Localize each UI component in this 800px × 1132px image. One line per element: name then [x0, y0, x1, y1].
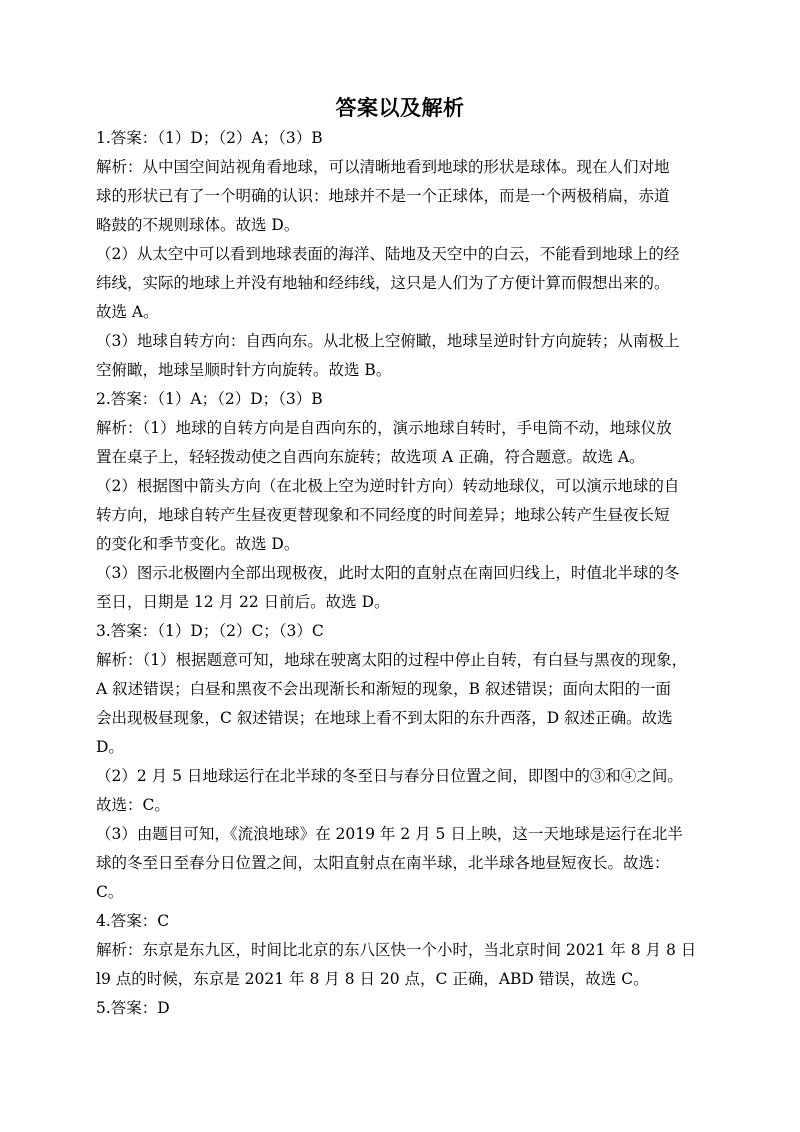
text-line: 略鼓的不规则球体。故选 D。: [96, 216, 300, 234]
answer-2-header: 2.答案：（1）A；（2）D；（3）B: [96, 390, 323, 408]
text-line: 的变化和季节变化。故选 D。: [96, 535, 300, 553]
text-line: （3）图示北极圈内全部出现极夜，此时太阳的直射点在南回归线上，时值北半球的冬: [96, 564, 680, 582]
text-line: 转方向，地球自转产生昼夜更替现象和不同经度的时间差异；地球公转产生昼夜长短: [96, 506, 670, 524]
text-line: 解析：（1）根据题意可知，地球在驶离太阳的过程中停止自转，有白昼与黑夜的现象，: [96, 651, 688, 669]
text-line: D。: [96, 738, 124, 756]
answer-content: [96, 124, 708, 1023]
text-line: 球的冬至日至春分日位置之间，太阳直射点在南半球，北半球各地昼短夜长。故选：: [96, 854, 670, 872]
text-line: （3）地球自转方向：自西向东。从北极上空俯瞰，地球呈逆时针方向旋转；从南极上: [96, 332, 680, 350]
text-line: （2）2 月 5 日地球运行在北半球的冬至日与春分日位置之间，即图中的③和④之间。: [96, 767, 683, 785]
answer-5-header: 5.答案：D: [96, 999, 170, 1017]
text-line: 空俯瞰，地球呈顺时针方向旋转。故选 B。: [96, 361, 392, 379]
text-line: 故选 A。: [96, 303, 159, 321]
page-title: 答案以及解析: [335, 96, 465, 120]
text-line: 纬线，实际的地球上并没有地轴和经纬线，这只是人们为了方便计算而假想出来的。: [96, 274, 670, 292]
text-line: 球的形状已有了一个明确的认识：地球并不是一个正球体，而是一个两极稍扁，赤道: [96, 187, 670, 205]
text-line: （3）由题目可知，《流浪地球》在 2019 年 2 月 5 日上映，这一天地球是运行在北半: [96, 825, 683, 843]
text-line: 至日，日期是 12 月 22 日前后。故选 D。: [96, 593, 390, 611]
answer-3-header: 3.答案：（1）D；（2）C；（3）C: [96, 622, 324, 640]
text-line: A 叙述错误；白昼和黑夜不会出现渐长和渐短的现象，B 叙述错误；面向太阳的一面: [96, 680, 671, 698]
text-line: C。: [96, 883, 124, 901]
answer-4-header: 4.答案：C: [96, 912, 170, 930]
text-line: 解析：东京是东九区，时间比北京的东八区快一个小时，当北京时间 2021 年 8 月 8 日: [96, 941, 697, 959]
answer-1-header: 1.答案：（1）D；（2）A；（3）B: [96, 129, 323, 147]
text-line: 置在桌子上，轻轻拨动使之自西向东旋转；故选项 A 正确，符合题意。故选 A。: [96, 448, 645, 466]
text-line: （2）从太空中可以看到地球表面的海洋、陆地及天空中的白云，不能看到地球上的经: [96, 245, 680, 263]
text-line: 会出现极昼现象，C 叙述错误；在地球上看不到太阳的东升西落，D 叙述正确。故选: [96, 709, 673, 727]
text-line: （2）根据图中箭头方向（在北极上空为逆时针方向）转动地球仪，可以演示地球的自: [96, 477, 680, 495]
text-line: 解析：从中国空间站视角看地球，可以清晰地看到地球的形状是球体。现在人们对地: [96, 158, 670, 176]
text-line: 解析：（1）地球的自转方向是自西向东的，演示地球自转时，手电筒不动，地球仪放: [96, 419, 672, 437]
text-line: 故选：C。: [96, 796, 170, 814]
text-line: l9 点的时候，东京是 2021 年 8 月 8 日 20 点，C 正确，ABD 错误，故选 C。: [96, 970, 649, 988]
